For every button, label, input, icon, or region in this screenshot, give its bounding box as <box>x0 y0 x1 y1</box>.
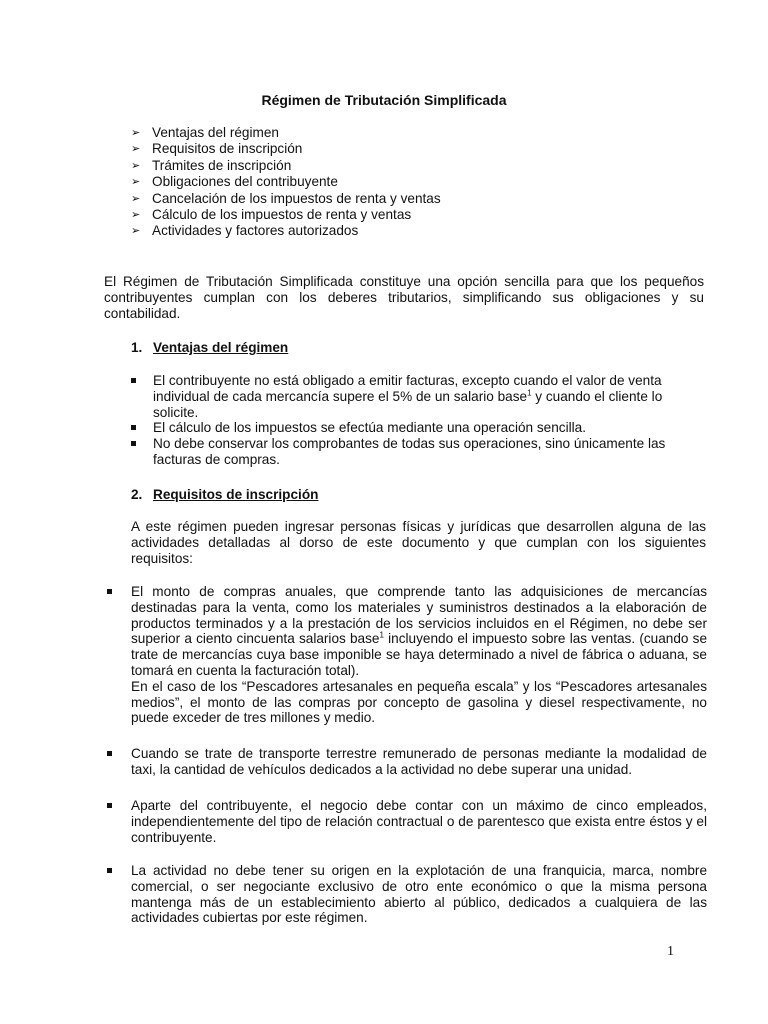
table-of-contents <box>131 125 441 240</box>
arrow-bullet-icon: ➢ <box>131 208 141 221</box>
arrow-bullet-icon: ➢ <box>131 225 141 238</box>
arrow-bullet-icon: ➢ <box>131 176 141 189</box>
list-item: El contribuyente no está obligado a emitir facturas, excepto cuando el valor de venta individual de cada mercancía supere el 5% de un salario base$^1$ y cuando el cliente lo solicite. <box>131 373 707 420</box>
requirements-list <box>104 584 707 726</box>
square-bullet-icon <box>131 425 136 430</box>
requirements-intro: A este régimen pueden ingresar personas físicas y jurídicas que desarrollen alguna de las actividades detalladas al dorso de este documento y que cumplan con los siguientes requisitos: <box>131 519 706 566</box>
paragraph: En el caso de los “Pescadores artesanales en pequeña escala” y los “Pescadores artesanales medios”, el monto de las compras por concepto de gasolina y diesel respectivamente, no puede exceder de tres millones y medio. <box>131 678 707 726</box>
section-title: Ventajas del régimen <box>153 340 289 355</box>
section-1-heading <box>131 340 288 356</box>
toc-item: ➢ Actividades y factores autorizados <box>131 223 359 239</box>
document-title: Régimen de Tributación Simplificada <box>261 92 507 108</box>
requirements-list <box>104 863 707 926</box>
section-2-heading <box>131 487 318 503</box>
footnote-ref: 1 <box>379 630 384 640</box>
list-item: Cuando se trate de transporte terrestre remunerado de personas mediante la modalidad de taxi, la cantidad de vehículos dedicados a la actividad no debe superar una unidad. <box>104 746 707 778</box>
list-item: El cálculo de los impuestos se efectúa mediante una operación sencilla. <box>131 420 707 436</box>
toc-item: ➢ Ventajas del régimen <box>131 125 279 140</box>
square-bullet-icon <box>131 441 136 446</box>
list-item: La actividad no debe tener su origen en la explotación de una franquicia, marca, nombre comercial, o ser negociante exclusivo de otro ente económico o que la misma persona mantenga más de un establecimiento abierto al público, dedicados a cualquiera de las actividades cubiertas por este régimen. <box>104 863 707 926</box>
arrow-bullet-icon: ➢ <box>131 159 141 172</box>
section-number: 2. <box>131 487 143 502</box>
square-bullet-icon <box>107 868 112 873</box>
arrow-bullet-icon: ➢ <box>131 127 141 139</box>
toc-item: ➢ Requisitos de inscripción <box>131 141 303 157</box>
section-number: 1. <box>131 340 143 355</box>
square-bullet-icon <box>107 803 112 808</box>
list-item: Aparte del contribuyente, el negocio debe contar con un máximo de cinco empleados, independientemente del tipo de relación contractual o de parentesco que exista entre éstos y el contribuyente. <box>104 798 707 845</box>
list-item: El monto de compras anuales, que comprende tanto las adquisiciones de mercancías destinadas para la venta, como los materiales y suministros destinados a la elaboración de productos terminados y a la prestación de los servicios incluidos en el Régimen, no debe ser superior a ciento cincuenta salarios base$^1$ incluyendo el impuesto sobre las ventas. (cuando se trate de mercancías cuya base imponible se haya determinado a nivel de fábrica o aduana, se tomará en cuenta la facturación total). En el caso de los “Pescadores artesanales en pequeña escala” y los “Pescadores artesanales medios”, el monto de las compras por concepto de gasolina y diesel respectivamente, no puede exceder de tres millones y medio. <box>104 584 707 726</box>
toc-item: ➢ Obligaciones del contribuyente <box>131 174 338 190</box>
square-bullet-icon <box>107 751 112 756</box>
arrow-bullet-icon: ➢ <box>131 192 141 205</box>
toc-item: ➢ Cancelación de los impuestos de renta y ventas <box>131 190 441 206</box>
footnote-ref: 1 <box>527 388 532 398</box>
requirements-list <box>104 746 707 778</box>
advantages-list <box>131 373 707 468</box>
arrow-bullet-icon: ➢ <box>131 143 141 156</box>
toc-item: ➢ Trámites de inscripción <box>131 157 292 173</box>
toc-item: ➢ Cálculo de los impuestos de renta y ventas <box>131 206 412 222</box>
list-item: No debe conservar los comprobantes de todas sus operaciones, sino únicamente las facturas de compras. <box>131 436 707 468</box>
square-bullet-icon <box>107 589 112 594</box>
intro-paragraph: El Régimen de Tributación Simplificada constituye una opción sencilla para que los pequeños contribuyentes cumplan con los deberes tributarios, simplificando sus obligaciones y su contabilidad. <box>104 274 704 321</box>
page-number: 1 <box>667 944 674 959</box>
square-bullet-icon <box>131 378 136 383</box>
section-title: Requisitos de inscripción <box>153 487 319 502</box>
requirements-list <box>104 798 707 845</box>
